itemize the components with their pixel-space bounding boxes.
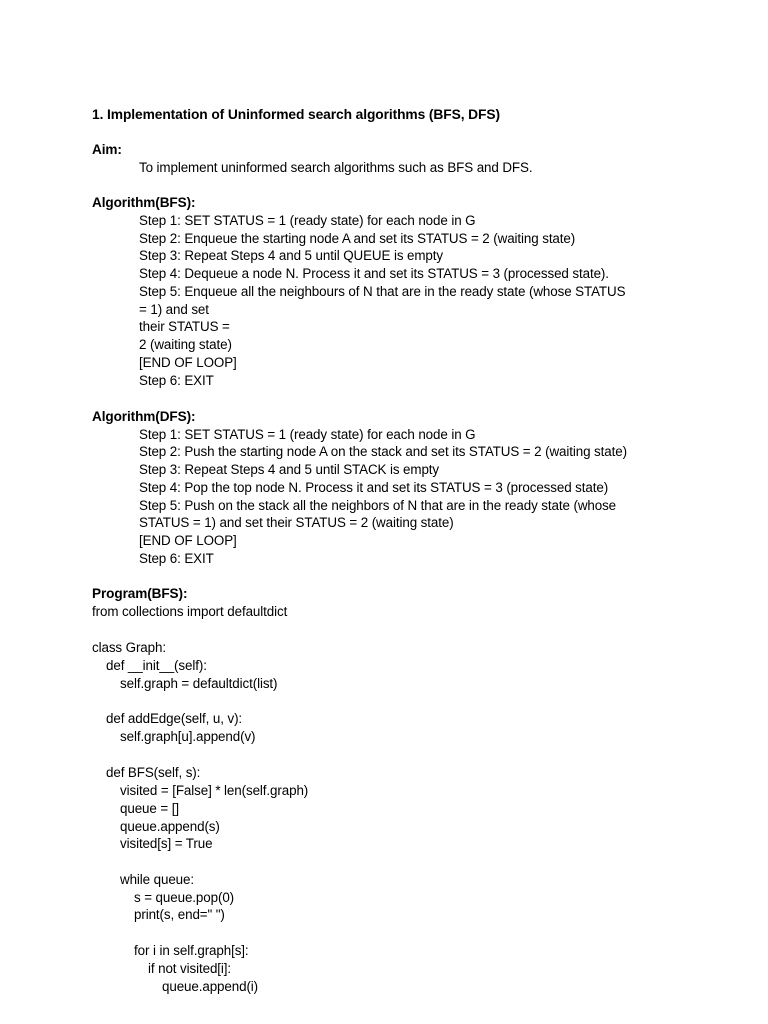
code-line: while queue: bbox=[120, 872, 194, 887]
dfs-step-line: Step 4: Pop the top node N. Process it and set its STATUS = 3 (processed state) bbox=[139, 480, 609, 495]
code-line: s = queue.pop(0) bbox=[134, 890, 235, 905]
bfs-step-line: Step 3: Repeat Steps 4 and 5 until QUEUE is empty bbox=[139, 248, 443, 263]
code-line: self.graph[u].append(v) bbox=[120, 729, 256, 744]
dfs-step-line: [END OF LOOP] bbox=[139, 533, 237, 548]
code-line: visited = [False] * len(self.graph) bbox=[120, 783, 309, 798]
bfs-step-line: their STATUS = bbox=[139, 319, 230, 334]
code-line: queue.append(s) bbox=[120, 819, 220, 834]
code-line: def __init__(self): bbox=[106, 658, 207, 673]
aim-text: To implement uninformed search algorithms such as BFS and DFS. bbox=[139, 160, 533, 175]
bfs-step-line: Step 2: Enqueue the starting node A and set its STATUS = 2 (waiting state) bbox=[139, 231, 576, 246]
code-line: if not visited[i]: bbox=[148, 961, 232, 976]
code-line: class Graph: bbox=[92, 640, 166, 655]
code-line: from collections import defaultdict bbox=[92, 604, 288, 619]
bfs-step-line: [END OF LOOP] bbox=[139, 355, 237, 370]
document-title: 1. Implementation of Uninformed search algorithms (BFS, DFS) bbox=[92, 107, 500, 122]
bfs-step-line: Step 5: Enqueue all the neighbours of N that are in the ready state (whose STATUS bbox=[139, 284, 626, 299]
code-line: queue.append(i) bbox=[162, 979, 259, 994]
aim-heading: Aim: bbox=[92, 142, 122, 157]
dfs-step-line: Step 2: Push the starting node A on the stack and set its STATUS = 2 (waiting state) bbox=[139, 444, 627, 459]
dfs-step-line: Step 6: EXIT bbox=[139, 551, 214, 566]
bfs-step-line: 2 (waiting state) bbox=[139, 337, 232, 352]
dfs-algorithm-heading: Algorithm(DFS): bbox=[92, 409, 196, 424]
dfs-step-line: STATUS = 1) and set their STATUS = 2 (waiting state) bbox=[139, 515, 454, 530]
bfs-step-line: Step 4: Dequeue a node N. Process it and set its STATUS = 3 (processed state). bbox=[139, 266, 609, 281]
code-line: self.graph = defaultdict(list) bbox=[120, 676, 278, 691]
code-line: print(s, end=" ") bbox=[134, 907, 225, 922]
bfs-algorithm-heading: Algorithm(BFS): bbox=[92, 195, 196, 210]
code-line: for i in self.graph[s]: bbox=[134, 943, 249, 958]
bfs-step-line: = 1) and set bbox=[139, 302, 209, 317]
code-line: queue = [] bbox=[120, 801, 179, 816]
dfs-step-line: Step 1: SET STATUS = 1 (ready state) for each node in G bbox=[139, 427, 476, 442]
code-line: visited[s] = True bbox=[120, 836, 213, 851]
dfs-step-line: Step 3: Repeat Steps 4 and 5 until STACK is empty bbox=[139, 462, 440, 477]
code-line: def BFS(self, s): bbox=[106, 765, 201, 780]
bfs-step-line: Step 1: SET STATUS = 1 (ready state) for each node in G bbox=[139, 213, 476, 228]
bfs-step-line: Step 6: EXIT bbox=[139, 373, 214, 388]
code-line: def addEdge(self, u, v): bbox=[106, 711, 243, 726]
bfs-program-heading: Program(BFS): bbox=[92, 586, 188, 601]
dfs-step-line: Step 5: Push on the stack all the neighbors of N that are in the ready state (whose bbox=[139, 498, 617, 513]
